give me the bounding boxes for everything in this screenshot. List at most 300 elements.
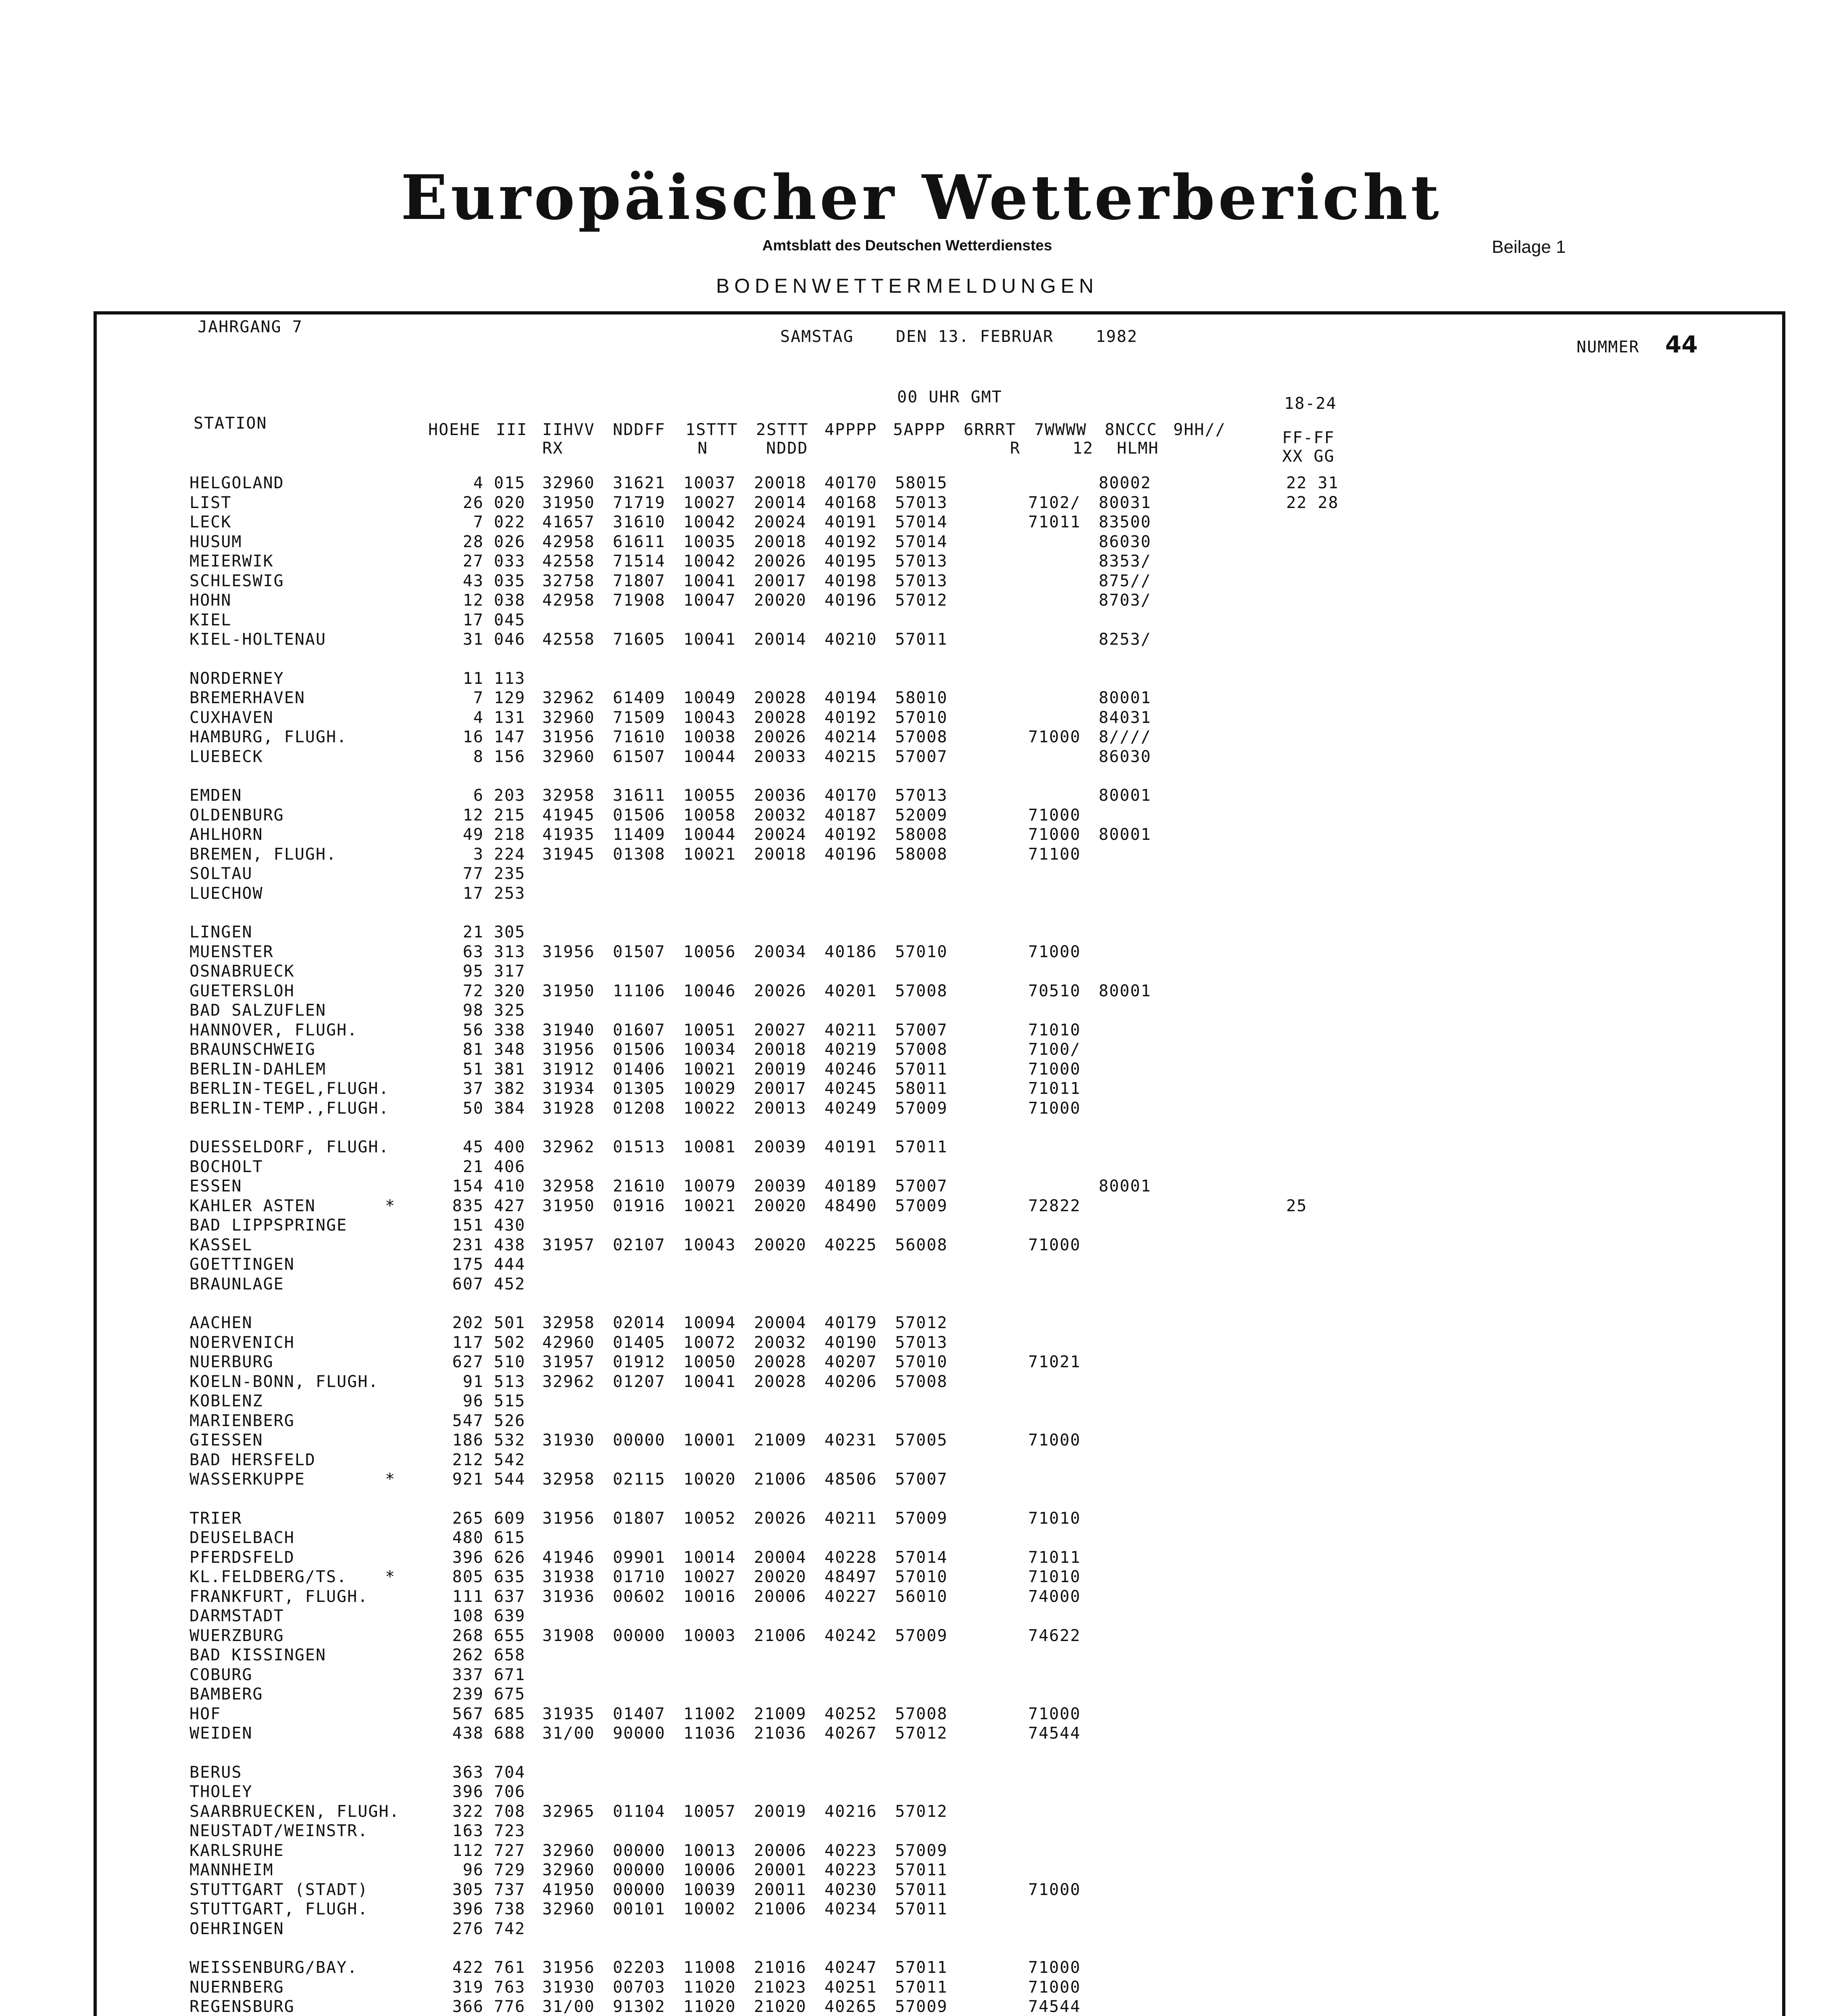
station-name: GOETTINGEN xyxy=(190,1255,295,1274)
table-row xyxy=(0,1881,1843,1899)
cell-w7: 7100/ xyxy=(1028,1040,1081,1059)
table-row xyxy=(0,1724,1843,1743)
cell-iihvv: 31908 xyxy=(542,1626,595,1645)
cell-ff: 22 31 xyxy=(1286,474,1339,492)
cell-s2: 20032 xyxy=(754,1333,807,1352)
station-name: KARLSRUHE xyxy=(190,1841,284,1860)
cell-iihvv: 31957 xyxy=(542,1353,595,1371)
station-name: KL.FELDBERG/TS. xyxy=(190,1568,348,1586)
cell-p4: 40265 xyxy=(825,1997,877,2016)
cell-p4: 40223 xyxy=(825,1841,877,1860)
table-row xyxy=(0,825,1843,844)
cell-hoehe: 111 xyxy=(452,1587,484,1606)
col-1sttt: 1STTT xyxy=(685,421,738,439)
cell-p4: 40227 xyxy=(825,1587,877,1606)
cell-s1: 10055 xyxy=(683,786,736,805)
table-row xyxy=(0,630,1843,649)
station-name: BREMERHAVEN xyxy=(190,689,305,707)
cell-a5: 57008 xyxy=(895,981,948,1000)
cell-iii: 452 xyxy=(494,1275,526,1293)
cell-s2: 20024 xyxy=(754,513,807,531)
station-name: BREMEN, FLUGH. xyxy=(190,845,337,864)
cell-s1: 10050 xyxy=(683,1353,736,1371)
table-row xyxy=(0,1685,1843,1704)
cell-iii: 015 xyxy=(494,474,526,492)
cell-a5: 57005 xyxy=(895,1431,948,1450)
cell-hoehe: 805 xyxy=(452,1568,484,1586)
station-name: SAARBRUECKEN, FLUGH. xyxy=(190,1802,400,1821)
cell-iihvv: 42558 xyxy=(542,552,595,571)
cell-s2: 21009 xyxy=(754,1704,807,1723)
cell-s2: 20001 xyxy=(754,1861,807,1879)
cell-iii: 156 xyxy=(494,747,526,766)
cell-p4: 40206 xyxy=(825,1372,877,1391)
cell-iihvv: 32965 xyxy=(542,1802,595,1821)
table-row xyxy=(0,1822,1843,1840)
station-name: BOCHOLT xyxy=(190,1157,263,1176)
cell-s2: 20018 xyxy=(754,474,807,492)
cell-hoehe: 322 xyxy=(452,1802,484,1821)
table-row xyxy=(0,786,1843,805)
table-row xyxy=(0,1216,1843,1235)
station-name: PFERDSFELD xyxy=(190,1548,295,1567)
cell-iii: 526 xyxy=(494,1411,526,1430)
cell-s2: 20014 xyxy=(754,493,807,512)
cell-iihvv: 31940 xyxy=(542,1020,595,1039)
cell-a5: 57011 xyxy=(895,630,948,649)
cell-hoehe: 117 xyxy=(452,1333,484,1352)
cell-w7: 71000 xyxy=(1028,942,1081,961)
cell-a5: 58008 xyxy=(895,845,948,864)
cell-p4: 40215 xyxy=(825,747,877,766)
station-name: KOBLENZ xyxy=(190,1392,263,1410)
cell-s2: 20036 xyxy=(754,786,807,805)
cell-n8: 80002 xyxy=(1099,474,1152,492)
cell-a5: 57009 xyxy=(895,1841,948,1860)
cell-hoehe: 50 xyxy=(462,1099,484,1118)
cell-s2: 20032 xyxy=(754,806,807,825)
cell-nddff: 91302 xyxy=(613,1997,666,2016)
cell-iii: 637 xyxy=(494,1587,526,1606)
nummer-value: 44 xyxy=(1665,331,1698,358)
cell-nddff: 71610 xyxy=(613,728,666,746)
cell-nddff: 02115 xyxy=(613,1470,666,1489)
cell-iii: 742 xyxy=(494,1919,526,1938)
cell-iihvv: 32962 xyxy=(542,689,595,707)
table-row xyxy=(0,1568,1843,1586)
cell-a5: 57010 xyxy=(895,942,948,961)
cell-hoehe: 268 xyxy=(452,1626,484,1645)
cell-s2: 21006 xyxy=(754,1900,807,1918)
table-row xyxy=(0,943,1843,961)
cell-s2: 21023 xyxy=(754,1978,807,1997)
cell-s2: 20028 xyxy=(754,1353,807,1371)
cell-w7: 71000 xyxy=(1028,1060,1081,1079)
cell-s2: 20013 xyxy=(754,1099,807,1118)
col-5appp: 5APPP xyxy=(893,421,946,439)
cell-nddff: 61409 xyxy=(613,689,666,707)
cell-n8: 80001 xyxy=(1099,981,1152,1000)
cell-iii: 626 xyxy=(494,1548,526,1567)
station-name: MEIERWIK xyxy=(190,552,274,571)
station-name: NEUSTADT/WEINSTR. xyxy=(190,1822,369,1840)
cell-a5: 58011 xyxy=(895,1079,948,1098)
cell-hoehe: 28 xyxy=(462,532,484,551)
cell-nddff: 00000 xyxy=(613,1431,666,1450)
cell-iii: 544 xyxy=(494,1470,526,1489)
cell-nddff: 31621 xyxy=(613,474,666,492)
table-row xyxy=(0,1861,1843,1879)
station-name: THOLEY xyxy=(190,1783,253,1801)
station-name: BAD HERSFELD xyxy=(190,1450,316,1469)
cell-iihvv: 31957 xyxy=(542,1235,595,1254)
station-name: BAD KISSINGEN xyxy=(190,1646,327,1664)
table-row xyxy=(0,1353,1843,1371)
cell-iii: 045 xyxy=(494,610,526,629)
cell-iihvv: 31/00 xyxy=(542,1724,595,1743)
cell-s2: 20020 xyxy=(754,591,807,610)
cell-iii: 675 xyxy=(494,1685,526,1704)
cell-hoehe: 95 xyxy=(462,962,484,981)
beilage-label: Beilage 1 xyxy=(1492,237,1566,257)
cell-s2: 20004 xyxy=(754,1548,807,1567)
cell-iii: 542 xyxy=(494,1450,526,1469)
cell-iii: 313 xyxy=(494,942,526,961)
cell-p4: 48497 xyxy=(825,1568,877,1586)
cell-iihvv: 42960 xyxy=(542,1333,595,1352)
station-name: GUETERSLOH xyxy=(190,981,295,1000)
cell-hoehe: 363 xyxy=(452,1763,484,1782)
cell-iii: 688 xyxy=(494,1724,526,1743)
cell-nddff: 00000 xyxy=(613,1861,666,1879)
table-row xyxy=(0,1177,1843,1195)
station-name: KASSEL xyxy=(190,1235,253,1254)
cell-p4: 40196 xyxy=(825,591,877,610)
cell-s1: 10052 xyxy=(683,1509,736,1528)
cell-s2: 20028 xyxy=(754,689,807,707)
station-name: OEHRINGEN xyxy=(190,1919,284,1938)
cell-hoehe: 175 xyxy=(452,1255,484,1274)
cell-iii: 501 xyxy=(494,1314,526,1332)
cell-iihvv: 31/00 xyxy=(542,1997,595,2016)
cell-iihvv: 31936 xyxy=(542,1587,595,1606)
cell-a5: 57009 xyxy=(895,1099,948,1118)
col-4pppp: 4PPPP xyxy=(825,421,877,439)
cell-hoehe: 3 xyxy=(473,845,484,864)
cell-p4: 40194 xyxy=(825,689,877,707)
cell-s2: 21006 xyxy=(754,1626,807,1645)
cell-hoehe: 7 xyxy=(473,513,484,531)
cell-hoehe: 422 xyxy=(452,1958,484,1977)
cell-s1: 10020 xyxy=(683,1470,736,1489)
station-name: REGENSBURG xyxy=(190,1997,295,2016)
cell-hoehe: 262 xyxy=(452,1646,484,1664)
table-row xyxy=(0,1333,1843,1352)
cell-nddff: 71807 xyxy=(613,571,666,590)
cell-s1: 10043 xyxy=(683,708,736,727)
cell-hoehe: 56 xyxy=(462,1020,484,1039)
cell-iii: 022 xyxy=(494,513,526,531)
station-name: KIEL xyxy=(190,610,232,629)
cell-w7: 71000 xyxy=(1028,1958,1081,1977)
cell-hoehe: 6 xyxy=(473,786,484,805)
table-row xyxy=(0,845,1843,864)
station-name: SCHLESWIG xyxy=(190,571,284,590)
cell-hoehe: 396 xyxy=(452,1900,484,1918)
cell-iii: 317 xyxy=(494,962,526,981)
cell-s2: 20019 xyxy=(754,1802,807,1821)
station-name: TRIER xyxy=(190,1509,242,1528)
station-name: AACHEN xyxy=(190,1314,253,1332)
cell-n8: 8353/ xyxy=(1099,552,1152,571)
cell-s1: 10043 xyxy=(683,1235,736,1254)
cell-w7: 71010 xyxy=(1028,1020,1081,1039)
cell-iii: 438 xyxy=(494,1235,526,1254)
cell-hoehe: 37 xyxy=(462,1079,484,1098)
cell-ff: 22 28 xyxy=(1286,493,1339,512)
cell-s2: 20018 xyxy=(754,1040,807,1059)
cell-p4: 40234 xyxy=(825,1900,877,1918)
cell-iii: 729 xyxy=(494,1861,526,1879)
table-row xyxy=(0,1705,1843,1723)
cell-s2: 20026 xyxy=(754,981,807,1000)
cell-iii: 502 xyxy=(494,1333,526,1352)
table-row xyxy=(0,1255,1843,1274)
cell-s1: 10056 xyxy=(683,942,736,961)
cell-nddff: 31611 xyxy=(613,786,666,805)
nummer-label: NUMMER xyxy=(1576,338,1640,356)
cell-a5: 56008 xyxy=(895,1235,948,1254)
cell-s1: 10021 xyxy=(683,1196,736,1215)
cell-iihvv: 41935 xyxy=(542,825,595,844)
cell-p4: 40207 xyxy=(825,1353,877,1371)
cell-p4: 40251 xyxy=(825,1978,877,1997)
mountain-marker: * xyxy=(385,1470,396,1489)
cell-a5: 57011 xyxy=(895,1861,948,1879)
cell-s1: 11020 xyxy=(683,1978,736,1997)
station-name: BERLIN-DAHLEM xyxy=(190,1060,327,1079)
station-name: BRAUNLAGE xyxy=(190,1275,284,1293)
cell-p4: 40198 xyxy=(825,571,877,590)
table-row xyxy=(0,1236,1843,1254)
cell-iihvv: 32758 xyxy=(542,571,595,590)
cell-s2: 20020 xyxy=(754,1235,807,1254)
cell-nddff: 01607 xyxy=(613,1020,666,1039)
cell-a5: 57013 xyxy=(895,552,948,571)
cell-s2: 20026 xyxy=(754,1509,807,1528)
col-8nccc-sub: HLMH xyxy=(1117,439,1159,458)
cell-nddff: 00000 xyxy=(613,1626,666,1645)
table-row xyxy=(0,1451,1843,1469)
cell-hoehe: 8 xyxy=(473,747,484,766)
table-row xyxy=(0,669,1843,688)
cell-iii: 737 xyxy=(494,1880,526,1899)
cell-n8: 80031 xyxy=(1099,493,1152,512)
cell-nddff: 01916 xyxy=(613,1196,666,1215)
station-name: LUECHOW xyxy=(190,884,263,903)
cell-s2: 20018 xyxy=(754,532,807,551)
cell-nddff: 61611 xyxy=(613,532,666,551)
table-row xyxy=(0,728,1843,746)
cell-iii: 235 xyxy=(494,864,526,883)
station-name: SOLTAU xyxy=(190,864,253,883)
cell-iihvv: 41950 xyxy=(542,1880,595,1899)
cell-iii: 704 xyxy=(494,1763,526,1782)
station-name: KIEL-HOLTENAU xyxy=(190,630,327,649)
cell-a5: 57008 xyxy=(895,1372,948,1391)
table-row xyxy=(0,884,1843,903)
cell-iihvv: 32960 xyxy=(542,1841,595,1860)
col-2sttt-sub: NDDD xyxy=(766,439,808,458)
table-row xyxy=(0,1314,1843,1332)
cell-hoehe: 17 xyxy=(462,884,484,903)
cell-hoehe: 396 xyxy=(452,1548,484,1567)
station-name: BERUS xyxy=(190,1763,242,1782)
table-row xyxy=(0,962,1843,981)
cell-iii: 738 xyxy=(494,1900,526,1918)
cell-hoehe: 239 xyxy=(452,1685,484,1704)
cell-p4: 40191 xyxy=(825,513,877,531)
cell-a5: 57013 xyxy=(895,571,948,590)
mountain-marker: * xyxy=(385,1568,396,1586)
cell-n8: 80001 xyxy=(1099,1177,1152,1195)
cell-s1: 10058 xyxy=(683,806,736,825)
cell-a5: 57013 xyxy=(895,786,948,805)
cell-s2: 20018 xyxy=(754,845,807,864)
table-row xyxy=(0,1099,1843,1118)
cell-n8: 8703/ xyxy=(1099,591,1152,610)
cell-iii: 215 xyxy=(494,806,526,825)
cell-iii: 609 xyxy=(494,1509,526,1528)
cell-iii: 325 xyxy=(494,1001,526,1020)
cell-iii: 046 xyxy=(494,630,526,649)
cell-nddff: 01308 xyxy=(613,845,666,864)
cell-nddff: 01406 xyxy=(613,1060,666,1079)
cell-p4: 40187 xyxy=(825,806,877,825)
cell-s1: 10057 xyxy=(683,1802,736,1821)
cell-nddff: 00000 xyxy=(613,1880,666,1899)
cell-iihvv: 41945 xyxy=(542,806,595,825)
station-name: LUEBECK xyxy=(190,747,263,766)
cell-s1: 10042 xyxy=(683,513,736,531)
cell-s1: 11008 xyxy=(683,1958,736,1977)
cell-hoehe: 186 xyxy=(452,1431,484,1450)
station-name: OSNABRUECK xyxy=(190,962,295,981)
cell-hoehe: 305 xyxy=(452,1880,484,1899)
cell-s1: 10001 xyxy=(683,1431,736,1450)
cell-hoehe: 77 xyxy=(462,864,484,883)
cell-iihvv: 32958 xyxy=(542,1470,595,1489)
cell-s2: 20033 xyxy=(754,747,807,766)
cell-iii: 338 xyxy=(494,1020,526,1039)
cell-nddff: 71514 xyxy=(613,552,666,571)
cell-nddff: 90000 xyxy=(613,1724,666,1743)
cell-s1: 10027 xyxy=(683,493,736,512)
cell-p4: 40228 xyxy=(825,1548,877,1567)
col-2sttt: 2STTT xyxy=(756,421,809,439)
col-ff-sub: XX GG xyxy=(1282,447,1335,466)
cell-s2: 20006 xyxy=(754,1841,807,1860)
table-row xyxy=(0,689,1843,707)
table-row xyxy=(0,1040,1843,1059)
cell-nddff: 01104 xyxy=(613,1802,666,1821)
cell-hoehe: 112 xyxy=(452,1841,484,1860)
table-row xyxy=(0,474,1843,492)
station-name: DEUSELBACH xyxy=(190,1529,295,1547)
table-row xyxy=(0,1587,1843,1606)
station-name: BRAUNSCHWEIG xyxy=(190,1040,316,1059)
table-row xyxy=(0,982,1843,1000)
table-row xyxy=(0,1079,1843,1098)
cell-iii: 020 xyxy=(494,493,526,512)
cell-p4: 40168 xyxy=(825,493,877,512)
cell-iii: 655 xyxy=(494,1626,526,1645)
table-row xyxy=(0,1841,1843,1860)
cell-a5: 57011 xyxy=(895,1138,948,1156)
cell-iihvv: 31950 xyxy=(542,1196,595,1215)
station-name: LECK xyxy=(190,513,232,531)
cell-hoehe: 202 xyxy=(452,1314,484,1332)
cell-w7: 74544 xyxy=(1028,1724,1081,1743)
cell-s2: 20020 xyxy=(754,1196,807,1215)
cell-nddff: 01807 xyxy=(613,1509,666,1528)
col-station: STATION xyxy=(194,414,267,433)
cell-p4: 40211 xyxy=(825,1020,877,1039)
cell-n8: 875// xyxy=(1099,571,1152,590)
cell-iihvv: 31934 xyxy=(542,1079,595,1098)
cell-nddff: 11409 xyxy=(613,825,666,844)
cell-iii: 658 xyxy=(494,1646,526,1664)
cell-a5: 58010 xyxy=(895,689,948,707)
cell-p4: 40170 xyxy=(825,786,877,805)
cell-iii: 026 xyxy=(494,532,526,551)
cell-n8: 80001 xyxy=(1099,825,1152,844)
cell-s2: 20014 xyxy=(754,630,807,649)
cell-iihvv: 31956 xyxy=(542,942,595,961)
cell-a5: 58015 xyxy=(895,474,948,492)
station-name: COBURG xyxy=(190,1665,253,1684)
cell-hoehe: 26 xyxy=(462,493,484,512)
cell-iii: 708 xyxy=(494,1802,526,1821)
col-iihvv-sub: RX xyxy=(542,439,564,458)
cell-s2: 20004 xyxy=(754,1314,807,1332)
cell-hoehe: 12 xyxy=(462,806,484,825)
cell-w7: 71100 xyxy=(1028,845,1081,864)
table-row xyxy=(0,1783,1843,1801)
cell-a5: 57013 xyxy=(895,1333,948,1352)
cell-iihvv: 32960 xyxy=(542,708,595,727)
cell-hoehe: 265 xyxy=(452,1509,484,1528)
station-name: BERLIN-TEMP.,FLUGH. xyxy=(190,1099,389,1118)
cell-p4: 40214 xyxy=(825,728,877,746)
station-name: DUESSELDORF, FLUGH. xyxy=(190,1138,389,1156)
cell-p4: 40247 xyxy=(825,1958,877,1977)
cell-iii: 513 xyxy=(494,1372,526,1391)
station-name: WEISSENBURG/BAY. xyxy=(190,1958,358,1977)
cell-s1: 10021 xyxy=(683,845,736,864)
cell-s2: 20039 xyxy=(754,1138,807,1156)
cell-s2: 20026 xyxy=(754,552,807,571)
station-name: NOERVENICH xyxy=(190,1333,295,1352)
cell-p4: 40245 xyxy=(825,1079,877,1098)
table-row xyxy=(0,748,1843,766)
cell-a5: 57011 xyxy=(895,1880,948,1899)
cell-hoehe: 366 xyxy=(452,1997,484,2016)
cell-iihvv: 31950 xyxy=(542,981,595,1000)
cell-iihvv: 32958 xyxy=(542,786,595,805)
cell-s1: 10035 xyxy=(683,532,736,551)
cell-iii: 430 xyxy=(494,1216,526,1235)
